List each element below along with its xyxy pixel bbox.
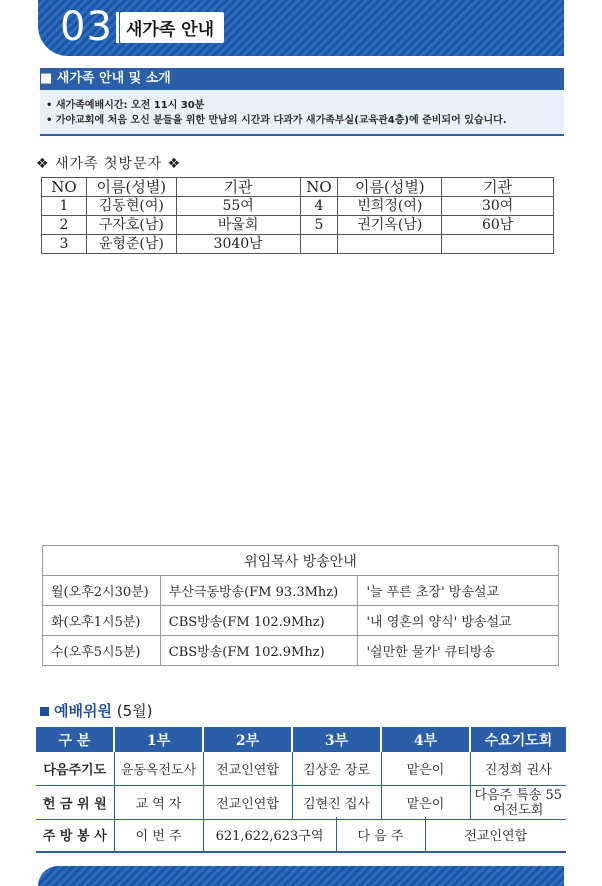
col-header: 수요기도회 <box>470 727 566 752</box>
row-label: 주 방 봉 사 <box>36 817 114 852</box>
col-header: 4부 <box>381 727 470 752</box>
visitors-table <box>41 177 554 254</box>
worship-title <box>40 700 152 721</box>
table-cell: 621,622,623구역 <box>203 817 336 852</box>
table-cell: 구자호(남) <box>86 216 176 235</box>
col-header: NO <box>42 178 87 197</box>
table-cell: 60남 <box>442 216 554 235</box>
table-cell: 2 <box>42 216 87 235</box>
intro-heading <box>40 68 564 90</box>
worship-title-month: (5월) <box>111 702 153 720</box>
table-row <box>36 752 566 786</box>
table-cell: 화(오후1시5분) <box>43 606 161 636</box>
col-header: 이름(성별) <box>338 178 442 197</box>
table-row <box>36 786 566 820</box>
table-row <box>43 576 559 606</box>
table-cell: 진정희 권사 <box>470 752 566 786</box>
table-cell: 다음주 특송 55여전도회 <box>470 786 566 820</box>
table-cell: '늘 푸른 초장' 방송설교 <box>358 576 559 606</box>
radio-caption: 위임목사 방송안내 <box>43 546 559 576</box>
table-cell: 4 <box>300 197 338 216</box>
intro-body <box>40 90 564 136</box>
table-cell: 5 <box>300 216 338 235</box>
col-header: 2부 <box>203 727 292 752</box>
table-cell: 월(오후2시30분) <box>43 576 161 606</box>
radio-table <box>42 545 559 666</box>
intro-heading-text: ■ 새가족 안내 및 소개 <box>40 71 171 86</box>
intro-line: • 새가족예배시간: 오전 11시 30분 <box>46 100 205 111</box>
table-cell <box>442 235 554 254</box>
table-row <box>43 606 559 636</box>
table-cell: 맡은이 <box>381 752 470 786</box>
table-cell: 30여 <box>442 197 554 216</box>
col-header: 기관 <box>176 178 300 197</box>
row-label: 헌 금 위 원 <box>36 786 114 820</box>
table-cell: 김동현(여) <box>86 197 176 216</box>
table-header-row <box>36 727 566 752</box>
table-cell: 김현진 집사 <box>292 786 381 820</box>
table-cell: 윤형준(남) <box>86 235 176 254</box>
row-label: 다음주기도 <box>36 752 114 786</box>
table-cell: 다 음 주 <box>336 817 425 852</box>
table-cell: 권기옥(남) <box>338 216 442 235</box>
section-number: 03 <box>60 4 113 50</box>
col-header: NO <box>300 178 338 197</box>
table-row <box>42 197 554 216</box>
table-cell: 윤동옥전도사 <box>114 752 203 786</box>
table-row <box>42 235 554 254</box>
table-row <box>43 636 559 666</box>
visitors-title: ❖ 새가족 첫방문자 ❖ <box>36 156 182 172</box>
table-cell: 55여 <box>176 197 300 216</box>
square-bullet-icon <box>40 707 49 716</box>
table-cell: 1 <box>42 197 87 216</box>
table-row <box>36 817 566 852</box>
table-cell: 수(오후5시5분) <box>43 636 161 666</box>
intro-line: • 가야교회에 처음 오신 분들을 위한 만남의 시간과 다과가 새가족부실(교육관4층)에 준비되어 있습니다. <box>46 115 507 126</box>
table-cell: 김상운 장로 <box>292 752 381 786</box>
table-cell: 전교인연합 <box>203 786 292 820</box>
table-cell: 이 번 주 <box>114 817 203 852</box>
table-cell: 맡은이 <box>381 786 470 820</box>
table-cell: 부산극동방송(FM 93.3Mhz) <box>160 576 358 606</box>
footer-band <box>38 866 564 886</box>
worship-title-bold: 예배위원 <box>54 702 112 720</box>
table-header-row <box>42 178 554 197</box>
table-cell: 바울회 <box>176 216 300 235</box>
kitchen-service-table <box>36 817 566 853</box>
col-header: 이름(성별) <box>86 178 176 197</box>
worship-table <box>36 727 566 820</box>
table-cell: CBS방송(FM 102.9Mhz) <box>160 606 358 636</box>
table-cell: CBS방송(FM 102.9Mhz) <box>160 636 358 666</box>
section-header <box>38 0 564 56</box>
table-cell: '내 영혼의 양식' 방송설교 <box>358 606 559 636</box>
table-cell: 교 역 자 <box>114 786 203 820</box>
table-cell: 전교인연합 <box>425 817 566 852</box>
col-header: 기관 <box>442 178 554 197</box>
table-cell: 전교인연합 <box>203 752 292 786</box>
col-header: 구 분 <box>36 727 114 752</box>
col-header: 1부 <box>114 727 203 752</box>
table-cell: 3040남 <box>176 235 300 254</box>
section-title: 새가족 안내 <box>120 12 224 43</box>
table-cell: 빈희정(여) <box>338 197 442 216</box>
table-cell: '쉴만한 물가' 큐티방송 <box>358 636 559 666</box>
table-cell <box>338 235 442 254</box>
table-row <box>42 216 554 235</box>
table-cell <box>300 235 338 254</box>
table-cell: 3 <box>42 235 87 254</box>
col-header: 3부 <box>292 727 381 752</box>
